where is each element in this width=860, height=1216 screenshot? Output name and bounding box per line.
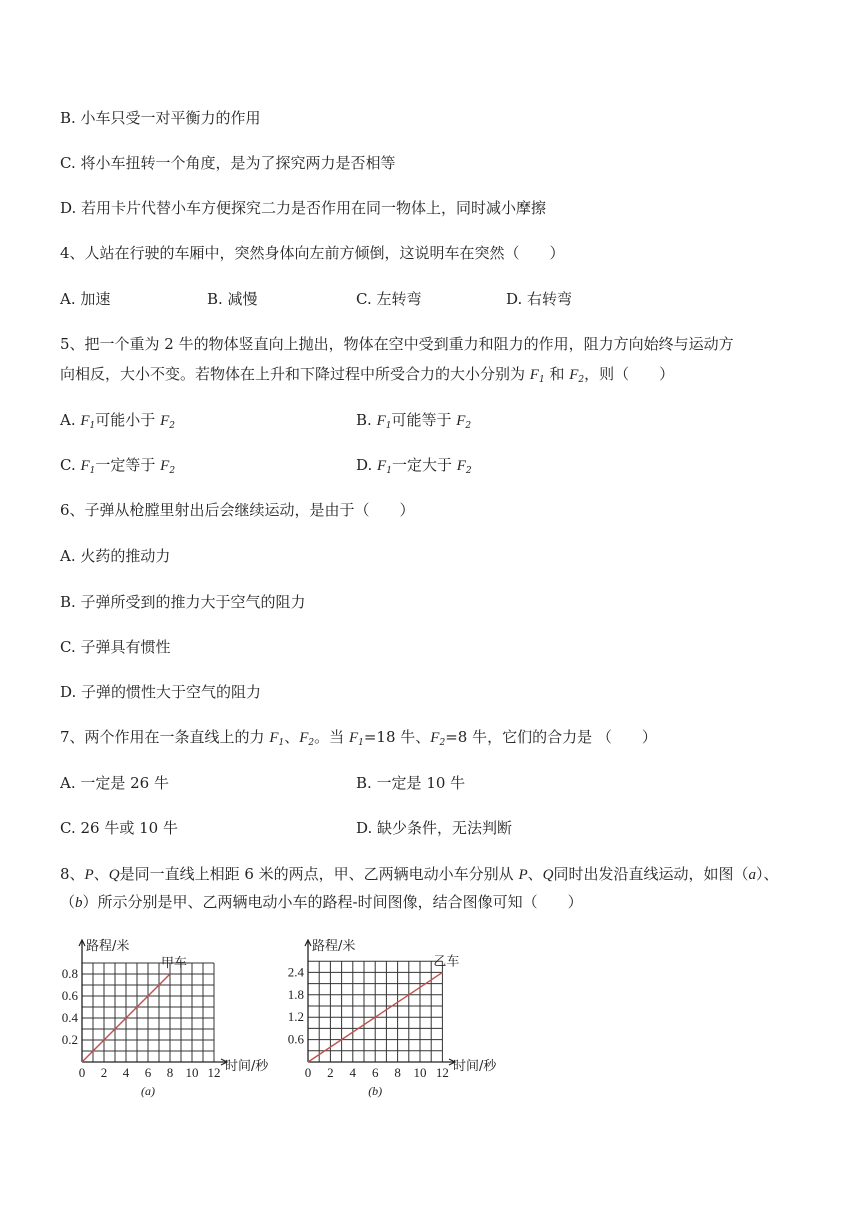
chart-caption: (b) — [368, 1084, 383, 1098]
q6-option-d: D. 子弹的惯性大于空气的阻力 — [60, 683, 262, 701]
x-tick-label: 8 — [166, 1065, 174, 1080]
q7-option-c: C. 26 牛或 10 牛 — [60, 819, 178, 837]
q4-option-c: C. 左转弯 — [356, 290, 422, 308]
q3-option-b: B. 小车只受一对平衡力的作用 — [60, 109, 261, 127]
y-tick-label: 1.8 — [287, 986, 304, 1002]
y-tick-label: 0.4 — [61, 1010, 78, 1025]
q6-stem: 6、子弹从枪膛里射出后会继续运动，是由于（ ） — [60, 501, 415, 519]
distance-time-chart-b — [275, 935, 510, 1098]
x-tick-label: 12 — [207, 1065, 221, 1080]
x-tick-label: 0 — [304, 1065, 312, 1080]
x-tick-label: 6 — [371, 1065, 379, 1080]
x-tick-label: 0 — [78, 1065, 86, 1080]
q8-stem-line2: （b）所示分别是甲、乙两辆电动小车的路程-时间图像，结合图像可知（ ） — [60, 893, 583, 911]
y-tick-label: 0.2 — [61, 1032, 78, 1047]
x-tick-label: 4 — [122, 1065, 130, 1080]
q5-stem-line2: 向相反，大小不变。若物体在上升和下降过程中所受合力的大小分别为 $F_1$ 和 $F_2$，则（ ） — [60, 365, 675, 385]
x-tick-label: 10 — [413, 1065, 427, 1080]
series-label: 乙车 — [433, 954, 460, 970]
y-tick-label: 2.4 — [287, 964, 304, 980]
q7-option-d: D. 缺少条件，无法判断 — [356, 819, 513, 837]
x-tick-label: 10 — [185, 1065, 199, 1080]
q6-option-a: A. 火药的推动力 — [60, 547, 171, 565]
q4-option-b: B. 减慢 — [207, 290, 258, 308]
x-tick-label: 2 — [100, 1065, 108, 1080]
y-axis-label: 路程/米 — [86, 939, 130, 954]
q4-option-d: D. 右转弯 — [506, 290, 573, 308]
series-label: 甲车 — [160, 956, 188, 971]
q7-stem: 7、两个作用在一条直线上的力 $F_1$、$F_2$。当 $F_1=18$ 牛、$F_2=8$ 牛，它们的合力是 （ ） — [60, 728, 657, 748]
y-tick-label: 1.2 — [287, 1009, 304, 1025]
q6-option-b: B. 子弹所受到的推力大于空气的阻力 — [60, 593, 306, 611]
q5-option-d: D. $F_1$一定大于 $F_2$ — [356, 456, 472, 476]
chart-caption: (a) — [141, 1084, 155, 1098]
x-axis-label: 时间/秒 — [453, 1059, 497, 1074]
q4-option-a: A. 加速 — [60, 290, 111, 308]
q7-option-a: A. 一定是 26 牛 — [60, 774, 169, 792]
x-tick-label: 2 — [327, 1065, 334, 1080]
y-axis-label: 路程/米 — [312, 939, 356, 954]
q5-option-b: B. $F_1$可能等于 $F_2$ — [356, 411, 472, 431]
q6-option-c: C. 子弹具有惯性 — [60, 638, 171, 656]
graph-a — [55, 935, 280, 1098]
distance-time-chart-a — [55, 935, 280, 1098]
q8-stem-line1: 8、P、Q是同一直线上相距 6 米的两点，甲、乙两辆电动小车分别从 P、Q同时出发沿直线运动，如图（a）、 — [60, 865, 779, 883]
y-tick-label: 0.6 — [287, 1031, 304, 1047]
q5-stem-line1: 5、把一个重为 2 牛的物体竖直向上抛出，物体在空中受到重力和阻力的作用，阻力方向始终与运动方 — [60, 335, 734, 353]
q5-option-c: C. $F_1$一定等于 $F_2$ — [60, 456, 176, 476]
q7-option-b: B. 一定是 10 牛 — [356, 774, 466, 792]
q3-option-c: C. 将小车扭转一个角度，是为了探究两力是否相等 — [60, 154, 396, 172]
q3-option-d: D. 若用卡片代替小车方便探究二力是否作用在同一物体上，同时减小摩擦 — [60, 199, 547, 217]
x-tick-label: 12 — [435, 1065, 449, 1080]
x-tick-label: 8 — [394, 1065, 401, 1080]
x-axis-label: 时间/秒 — [225, 1059, 269, 1074]
x-tick-label: 4 — [349, 1065, 357, 1080]
x-tick-label: 6 — [144, 1065, 152, 1080]
q5-option-a: A. $F_1$可能小于 $F_2$ — [60, 411, 175, 431]
y-tick-label: 0.8 — [61, 966, 78, 981]
graph-b — [275, 935, 510, 1098]
q4-stem: 4、人站在行驶的车厢中，突然身体向左前方倾倒，这说明车在突然（ ） — [60, 244, 565, 262]
y-tick-label: 0.6 — [61, 988, 78, 1003]
